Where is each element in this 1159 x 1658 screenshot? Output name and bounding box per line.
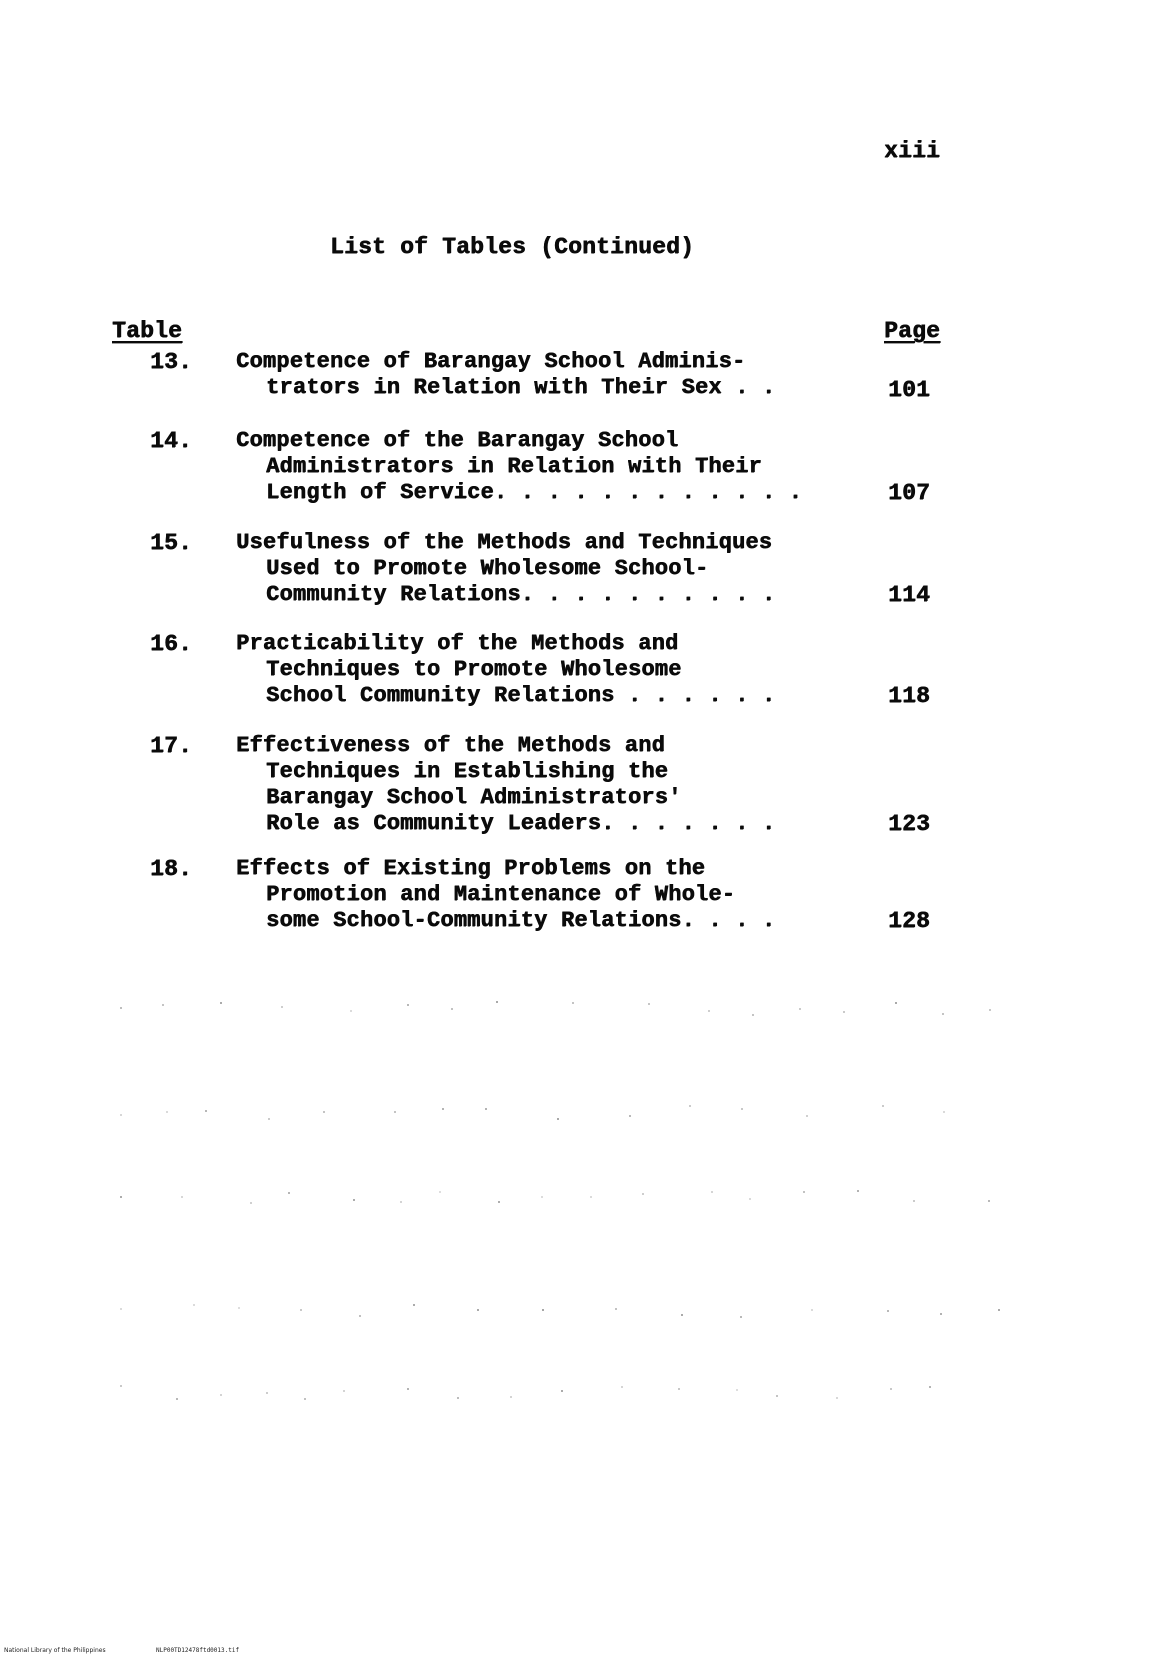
caption-line: Competence of Barangay School Adminis- [236, 349, 746, 374]
footer-credit: National Library of the Philippines [4, 1647, 106, 1654]
scan-speck [193, 1304, 195, 1306]
caption-line: School Community Relations . . . . . . [266, 683, 776, 708]
scan-speck [250, 1202, 252, 1204]
scan-speck [541, 1196, 543, 1198]
list-title: List of Tables (Continued) [330, 234, 695, 260]
scan-speck [752, 1014, 754, 1016]
scan-speck [741, 1108, 743, 1110]
entry-page-number: 107 [888, 480, 931, 506]
scan-speck [304, 1398, 306, 1400]
scan-speck [913, 1200, 915, 1202]
scan-speck [457, 1397, 459, 1399]
caption-line: Techniques in Establishing the [266, 759, 669, 784]
scan-speck [205, 1110, 207, 1112]
scan-speck [220, 1394, 222, 1396]
entry-number: 16. [150, 631, 193, 657]
scan-speck [561, 1390, 563, 1392]
scan-speck [711, 1191, 713, 1193]
scan-speck [621, 1386, 623, 1388]
scan-speck [407, 1004, 409, 1006]
column-header-table: Table [112, 318, 183, 344]
scan-speck [162, 1004, 164, 1006]
caption-line: Community Relations. . . . . . . . . . [266, 582, 776, 607]
scan-speck [942, 1013, 944, 1015]
entry-page-number: 101 [888, 377, 931, 403]
scan-speck [496, 1001, 498, 1003]
scan-speck [572, 1002, 574, 1004]
scan-speck [806, 1115, 808, 1117]
scan-speck [740, 1316, 742, 1318]
caption-line: Effectiveness of the Methods and [236, 733, 665, 758]
scan-speck [477, 1309, 479, 1311]
scan-speck [120, 1114, 122, 1116]
entry-page-number: 114 [888, 582, 931, 608]
scan-speck [615, 1308, 617, 1310]
entry-caption [236, 530, 775, 608]
scan-speck [120, 1196, 122, 1198]
scan-speck [498, 1201, 500, 1203]
scan-speck [281, 1006, 283, 1008]
scan-speck [350, 1010, 352, 1012]
scan-speck [998, 1309, 1000, 1311]
scan-speck [288, 1192, 290, 1194]
scan-speck [353, 1199, 355, 1201]
scan-speck [359, 1315, 361, 1317]
scan-speck [557, 1118, 559, 1120]
scan-speck [413, 1304, 415, 1306]
scan-speck [803, 1191, 805, 1193]
scan-speck [343, 1390, 345, 1392]
entry-caption [236, 428, 802, 506]
scan-speck [882, 1105, 884, 1107]
scan-speck [708, 1010, 710, 1012]
scan-speck [943, 1111, 945, 1113]
scan-speck [300, 1309, 302, 1311]
caption-line: Administrators in Relation with Their [266, 454, 762, 479]
entry-number: 14. [150, 428, 193, 454]
entry-caption [236, 631, 775, 709]
scan-speck [120, 1308, 122, 1310]
scan-speck [323, 1111, 325, 1113]
scan-speck [120, 1007, 122, 1009]
scan-speck [268, 1118, 270, 1120]
scan-speck [451, 1008, 453, 1010]
caption-line: trators in Relation with Their Sex . . [266, 375, 776, 400]
column-header-page: Page [884, 318, 941, 344]
entry-number: 13. [150, 349, 193, 375]
scan-speck [238, 1307, 240, 1309]
entry-page-number: 123 [888, 811, 931, 837]
scan-speck [485, 1108, 487, 1110]
entry-page-number: 128 [888, 908, 931, 934]
caption-line: some School-Community Relations. . . . [266, 908, 776, 933]
entry-number: 17. [150, 733, 193, 759]
scan-speck [857, 1190, 859, 1192]
entry-page-number: 118 [888, 683, 931, 709]
scan-speck [895, 1002, 897, 1004]
entry-number: 15. [150, 530, 193, 556]
scan-speck [166, 1111, 168, 1113]
scan-speck [887, 1310, 889, 1312]
scan-speck [648, 1003, 650, 1005]
caption-line: Promotion and Maintenance of Whole- [266, 882, 736, 907]
scan-speck [629, 1115, 631, 1117]
scan-speck [736, 1389, 738, 1391]
caption-line: Used to Promote Wholesome School- [266, 556, 709, 581]
scan-speck [811, 1309, 813, 1311]
caption-line: Barangay School Administrators' [266, 785, 682, 810]
scan-speck [400, 1201, 402, 1203]
caption-line: Usefulness of the Methods and Techniques [236, 530, 773, 555]
scan-speck [843, 1011, 845, 1013]
scan-speck [442, 1108, 444, 1110]
scan-speck [940, 1313, 942, 1315]
scan-speck [220, 1002, 222, 1004]
scan-speck [181, 1196, 183, 1198]
scan-speck [590, 1196, 592, 1198]
scan-speck [120, 1385, 122, 1387]
footer-file-name: NLP00TD12478ftd0013.tif [156, 1647, 240, 1654]
scan-speck [989, 1009, 991, 1011]
scan-speck [407, 1388, 409, 1390]
entry-caption [236, 733, 775, 837]
scan-speck [689, 1105, 691, 1107]
scan-speck [749, 1198, 751, 1200]
scan-speck [988, 1200, 990, 1202]
scan-speck [642, 1193, 644, 1195]
scan-speck [678, 1388, 680, 1390]
caption-line: Length of Service. . . . . . . . . . . . [266, 480, 803, 505]
page-number: xiii [884, 138, 941, 164]
caption-line: Techniques to Promote Wholesome [266, 657, 682, 682]
scan-speck [542, 1309, 544, 1311]
scan-speck [266, 1392, 268, 1394]
scan-speck [439, 1191, 441, 1193]
caption-line: Competence of the Barangay School [236, 428, 679, 453]
entry-number: 18. [150, 856, 193, 882]
scan-speck [799, 1008, 801, 1010]
scan-speck [836, 1397, 838, 1399]
scan-speck [929, 1386, 931, 1388]
scan-speck [176, 1398, 178, 1400]
scan-speck [890, 1388, 892, 1390]
scan-speck [394, 1111, 396, 1113]
caption-line: Role as Community Leaders. . . . . . . [266, 811, 776, 836]
caption-line: Practicability of the Methods and [236, 631, 679, 656]
entry-caption [236, 856, 775, 934]
entry-caption [236, 349, 775, 401]
scan-speck [776, 1395, 778, 1397]
scan-speck [510, 1396, 512, 1398]
caption-line: Effects of Existing Problems on the [236, 856, 706, 881]
scan-speck [681, 1314, 683, 1316]
